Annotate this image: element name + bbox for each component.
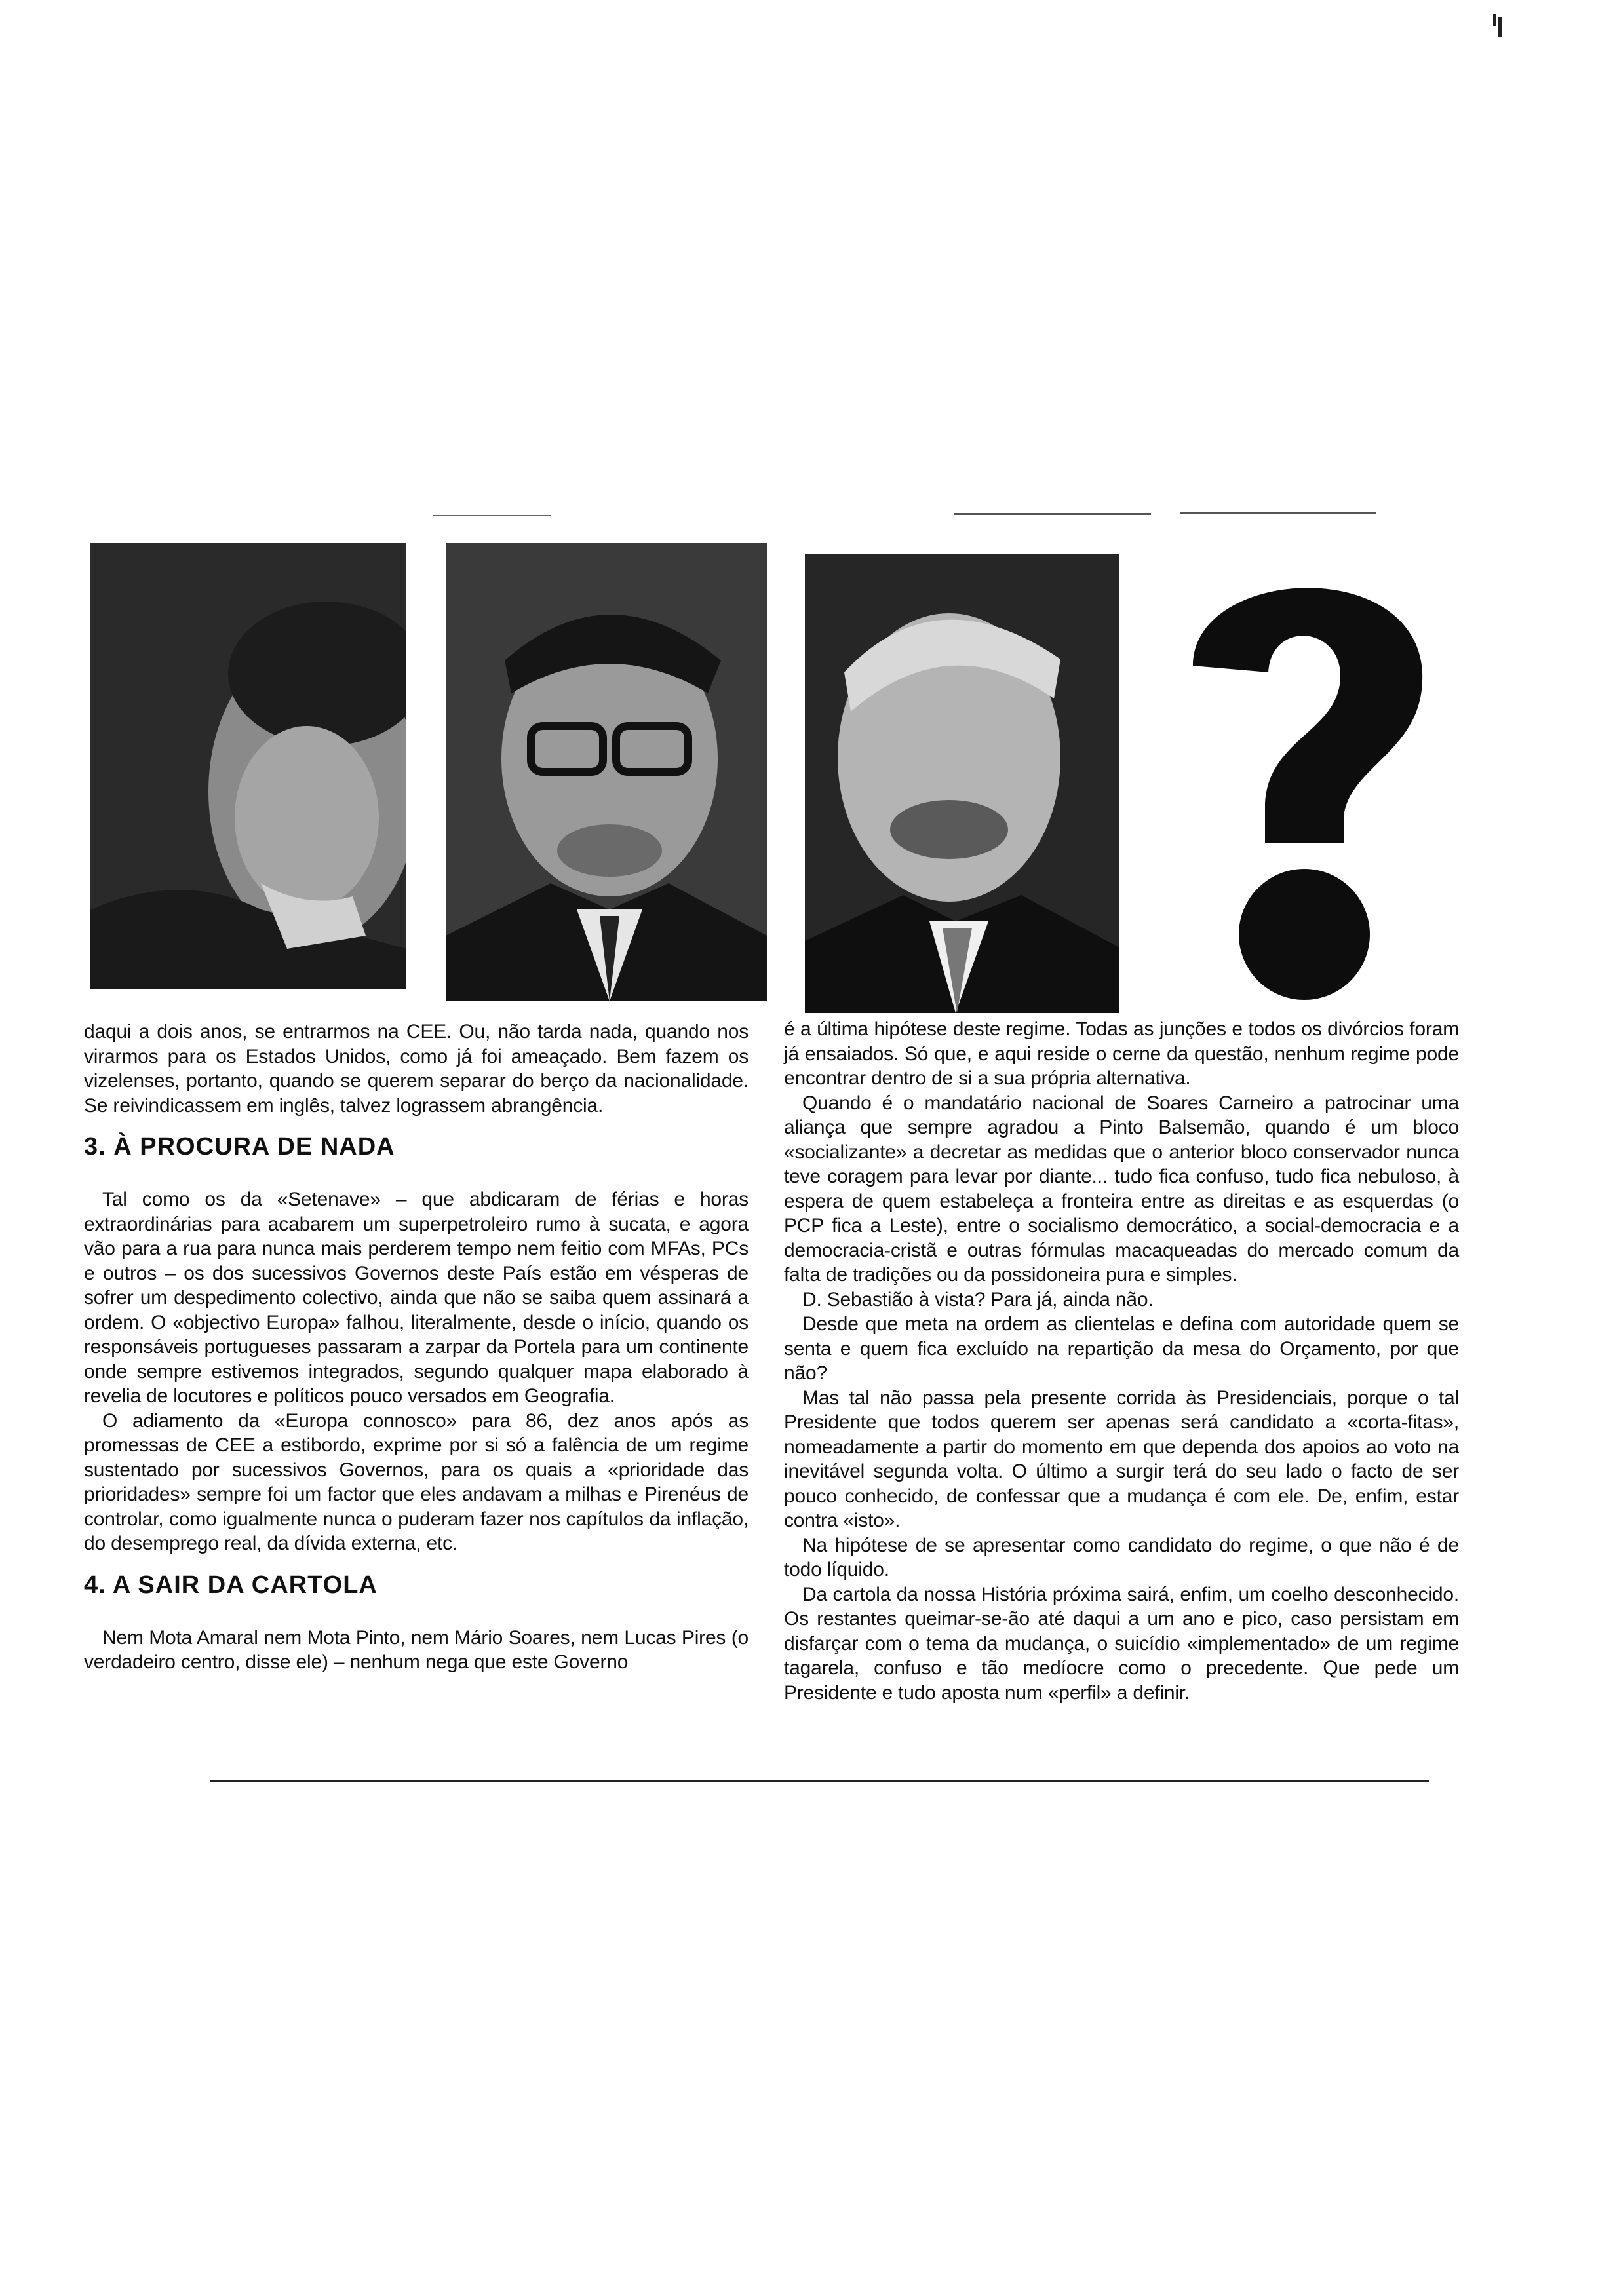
portrait-photo-1 [90, 543, 406, 989]
scan-speck [1493, 14, 1496, 26]
right-paragraph-2: Quando é o mandatário nacional de Soares Carneiro a patrocinar uma aliança que sempre agradou a Pinto Balsemão, quando é um bloco «socializante» a decretar as medidas que o anterior bloco conservador nunca teve coragem para levar por diante... tudo fica confuso, tudo fica nebuloso, à espera de quem estabeleça a fronteira entre as direitas e as esquerdas (o PCP fica a Leste), entre o socialismo democrático, a social-democracia e a democracia-cristã e outras fórmulas macaqueadas do mercado comum da falta de tradições ou da possidoneira pura e simples. [784, 1092, 1459, 1286]
left-text-column [84, 1020, 749, 1675]
right-paragraph-4: Desde que meta na ordem as clientelas e defina com autoridade quem se senta e quem fica excluído na repartição da mesa do Orçamento, por que não? [784, 1313, 1459, 1384]
right-paragraph-6: Na hipótese de se apresentar como candidato do regime, o que não é de todo líquido. [784, 1534, 1459, 1580]
question-mark-graphic [1154, 541, 1455, 1000]
right-paragraph-3: D. Sebastião à vista? Para já, ainda não. [802, 1288, 1154, 1311]
scan-speck [1498, 17, 1502, 37]
right-paragraph-5: Mas tal não passa pela presente corrida às Presidenciais, porque o tal Presidente que todos querem ser apenas será candidato a «corta-fitas», nomeadamente a partir do momento em que dependa dos apoios ao voto na inevitável segunda volta. O último a surgir terá do seu lado o facto de ser pouco conhecido, de confessar que a mudança é com ele. De, enfim, estar contra «isto». [784, 1387, 1459, 1531]
section-4-paragraph-1: Nem Mota Amaral nem Mota Pinto, nem Mário Soares, nem Lucas Pires (o verdadeiro centro, disse ele) – nenhum nega que este Governo [84, 1626, 749, 1673]
portrait-photo-2 [446, 543, 767, 1001]
bottom-rule [210, 1780, 1429, 1782]
right-text-column [784, 1017, 1459, 1705]
scan-speck [433, 515, 551, 516]
section-3-paragraph-2: O adiamento da «Europa connosco» para 86, dez anos após as promessas de CEE a estibordo, exprime por si só a falência de um regime sustentado por sucessivos Governos, para os quais a «prioridade das prioridades» sempre foi um factor que eles andavam a milhas e Pirenéus de controlar, como igualmente nunca o puderam fazer nos capítulos da inflação, do desemprego real, da dívida externa, etc. [84, 1409, 749, 1554]
intro-paragraph: daqui a dois anos, se entrarmos na CEE. Ou, não tarda nada, quando nos virarmos para os Estados Unidos, como já foi ameaçado. Bem fazem os vizelenses, portanto, quando se querem separar do berço da nacionalidade. Se reivindicassem em inglês, talvez lograssem abrangência. [84, 1021, 749, 1117]
section-3-heading: 3. À PROCURA DE NADA [84, 1133, 395, 1160]
section-3-paragraph-1: Tal como os da «Setenave» – que abdicaram de férias e horas extraordinárias para acabarem um superpetroleiro rumo à sucata, e agora vão para a rua para nunca mais perderem tempo nem feitio com MFAs, PCs e outros – os dos sucessivos Governos deste País estão em vésperas de sofrer um despedimento colectivo, ainda que não se saiba quem assinará a ordem. O «objectivo Europa» falhou, literalmente, desde o início, quando os responsáveis portugueses passaram a zarpar da Portela para um continente onde sempre estivemos integrados, segundo qualquer mapa elaborado à revelia de locutores e políticos pouco versados em Geografia. [84, 1189, 749, 1407]
portrait-photo-3 [805, 554, 1119, 1013]
right-paragraph-1: é a última hipótese deste regime. Todas as junções e todos os divórcios foram já ensaiados. Só que, e aqui reside o cerne da questão, nenhum regime pode encontrar dentro de si a sua própria alternativa. [784, 1018, 1459, 1089]
right-paragraph-7: Da cartola da nossa História próxima sairá, enfim, um coelho desconhecido. Os restantes queimar-se-ão até daqui a um ano e pico, caso persistam em disfarçar com o tema da mudança, o suicídio «implementado» de um regime tagarela, confuso e tão medíocre como o precedente. Que pede um Presidente e tudo aposta num «perfil» a definir. [784, 1583, 1459, 1704]
scan-speck [1180, 512, 1376, 514]
scan-speck [954, 513, 1151, 515]
section-4-heading: 4. A SAIR DA CARTOLA [84, 1571, 378, 1599]
